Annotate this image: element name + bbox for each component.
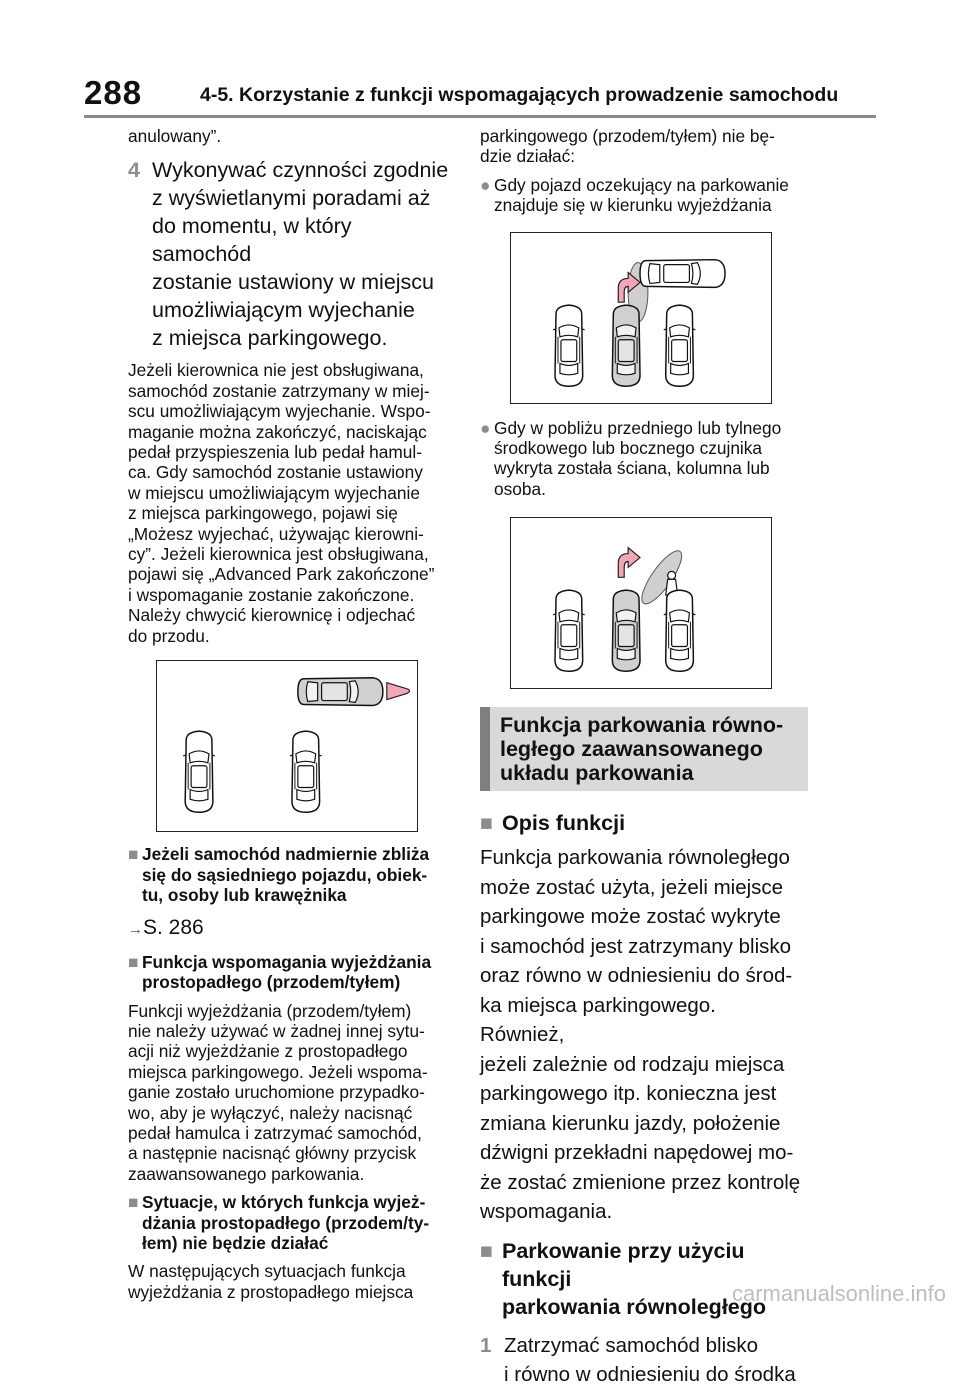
exit-arrow	[618, 548, 640, 578]
step-line: Wykonywać czynności zgodnie	[152, 158, 449, 183]
reference-arrow-icon: →	[128, 921, 143, 939]
page-reference	[128, 915, 450, 943]
text-line: parkingowego (przodem/tyłem) nie bę-	[480, 126, 775, 146]
text-line: ka miejsca parkingowego. Również,	[480, 993, 716, 1047]
text-line: nie należy używać w żadnej innej sytu-	[128, 1020, 425, 1041]
bullet-waiting-vehicle	[480, 175, 802, 216]
section-title-line: Funkcja parkowania równo-	[500, 713, 784, 738]
text-line: Gdy w pobliżu przedniego lub tylnego	[494, 417, 782, 438]
heading-function-description	[480, 809, 802, 837]
paragraph-perpendicular-exit	[128, 1001, 450, 1185]
text-line: do przodu.	[128, 625, 210, 646]
exiting-car	[612, 590, 640, 671]
obstacle-illustration	[510, 517, 772, 689]
text-line: Należy chwycić kierownicę i odjechać	[128, 605, 416, 626]
heading-line: Funkcja wspomagania wyjeżdżania	[142, 951, 432, 972]
obstacle-diagram	[511, 518, 771, 688]
chapter-title: 4-5. Korzystanie z funkcji wspomagających prowadzenie samochodu	[200, 84, 839, 106]
heading-approach-warning	[128, 844, 450, 905]
bullet-icon: ●	[480, 174, 491, 195]
text-line: i wspomaganie zostanie zakończone.	[128, 584, 415, 605]
text-line: dźwigni przekładni napędowej mo-	[480, 1141, 794, 1165]
text-line: cy”. Jeżeli kierownica jest obsługiwana,	[128, 544, 429, 565]
heading-line: prostopadłego (przodem/tyłem)	[142, 972, 401, 993]
watermark: carmanualsonline.info	[731, 1281, 946, 1306]
text-line: Funkcja parkowania równoległego	[480, 846, 790, 870]
text-line: zmiana kierunku jazdy, położenie	[480, 1111, 781, 1135]
heading-line: tu, osoby lub krawężnika	[142, 884, 347, 905]
parked-car-left	[553, 590, 585, 671]
text-line: Gdy pojazd oczekujący na parkowanie	[494, 174, 789, 195]
text-line: z miejsca parkingowego, pojawi się	[128, 503, 398, 524]
text-line: znajduje się w kierunku wyjeżdżania	[494, 195, 772, 216]
step-line: zostanie ustawiony w miejscu	[152, 270, 435, 295]
text-line: acji niż wyjeżdżanie z prostopadłego	[128, 1041, 408, 1062]
text-line: i samochód jest zatrzymany blisko	[480, 934, 792, 958]
parked-car-left	[553, 305, 585, 386]
text-line: dzie działać:	[480, 146, 576, 167]
bullet-obstacle	[480, 418, 802, 500]
heading-line: Jeżeli samochód nadmiernie zbliża	[142, 844, 430, 865]
text-line: parkingowe może zostać wykryte	[480, 905, 781, 929]
step-4	[128, 156, 450, 352]
text-line: ca. Gdy samochód zostanie ustawiony	[128, 462, 423, 483]
heading-perpendicular-exit	[128, 952, 450, 993]
heading-line: dżania prostopadłego (przodem/ty-	[142, 1212, 430, 1233]
text-line: miejsca parkingowego. Jeżeli wspoma-	[128, 1061, 428, 1082]
text-line: samochód zostanie zatrzymany w miej-	[128, 380, 430, 401]
text-line: parkingowego itp. konieczna jest	[480, 1082, 777, 1106]
text-line: pojawi się „Advanced Park zakończone”	[128, 564, 435, 585]
step-line: do momentu, w który samochód	[152, 214, 352, 267]
text-line: pedał hamulca i zatrzymać samochód,	[128, 1122, 422, 1143]
exiting-car	[298, 678, 383, 706]
header-divider	[84, 115, 876, 118]
text-line: pedał przyspieszenia lub pedał hamul-	[128, 442, 422, 463]
parked-car-right	[290, 731, 322, 812]
step-number: 4	[128, 158, 140, 183]
reference-link[interactable]: S. 286	[143, 916, 204, 940]
text-line: maganie można zakończyć, naciskając	[128, 421, 427, 442]
heading-line: się do sąsiedniego pojazdu, obiek-	[142, 864, 428, 885]
page-header	[0, 0, 960, 120]
heading-not-working	[128, 1192, 450, 1253]
step-line: Zatrzymać samochód blisko	[504, 1333, 759, 1357]
square-bullet-icon: ■	[128, 951, 139, 972]
intro-text: anulowany”.	[128, 126, 222, 146]
text-line: może zostać użyta, jeżeli miejsce	[480, 875, 784, 899]
left-column	[128, 122, 450, 1302]
page-number: 288	[84, 74, 143, 111]
step-1	[480, 1331, 802, 1389]
step-line: z wyświetlanymi poradami aż	[152, 186, 431, 211]
text-line: w miejscu umożliwiającym wyjechanie	[128, 482, 420, 503]
paragraph-steering	[128, 360, 450, 646]
paragraph-continued	[480, 126, 802, 167]
exit-forward-diagram	[157, 661, 417, 831]
text-line: jeżeli zależnie od rodzaju miejsca	[480, 1052, 785, 1076]
text-line: osoba.	[494, 478, 546, 499]
text-line: W następujących sytuacjach funkcja	[128, 1261, 406, 1282]
paragraph-function-description	[480, 843, 802, 1227]
text-line: zaawansowanego parkowania.	[128, 1163, 365, 1184]
person-head	[668, 572, 676, 580]
text-line: wykryta została ściana, kolumna lub	[494, 458, 770, 479]
text-line: że zostać zmienione przez kontrolę	[480, 1170, 801, 1194]
bullet-icon: ●	[480, 417, 491, 438]
heading-line: Parkowanie przy użyciu funkcji	[502, 1238, 745, 1291]
parked-car-right	[664, 305, 696, 386]
heading-line: Sytuacje, w których funkcja wyjeż-	[142, 1192, 426, 1213]
parked-car-left	[183, 731, 215, 812]
square-bullet-icon: ■	[480, 1238, 493, 1263]
right-column	[480, 122, 802, 1389]
exit-forward-illustration	[156, 660, 418, 832]
text-line: Jeżeli kierownica nie jest obsługiwana,	[128, 360, 424, 381]
parked-car-right	[664, 590, 696, 671]
exiting-car	[612, 305, 640, 386]
step-line: z miejsca parkingowego.	[152, 326, 388, 351]
step-line: umożliwiającym wyjechanie	[152, 298, 415, 323]
waiting-vehicle-diagram	[511, 233, 771, 403]
step-number: 1	[480, 1333, 492, 1357]
text-line: wspomagania.	[480, 1200, 613, 1224]
square-bullet-icon: ■	[128, 1192, 139, 1213]
text-line: „Możesz wyjechać, używając kierowni-	[128, 523, 424, 544]
section-title-parallel-parking	[480, 707, 808, 791]
text-line: a następnie nacisnąć główny przycisk	[128, 1143, 417, 1164]
text-line: Funkcji wyjeżdżania (przodem/tyłem)	[128, 1000, 412, 1021]
text-line: ganie zostało uruchomione przypadko-	[128, 1082, 425, 1103]
text-line: scu umożliwiającym wyjechanie. Wspo-	[128, 401, 431, 422]
text-line: środkowego lub bocznego czujnika	[494, 438, 763, 459]
page-footer	[0, 1275, 960, 1313]
section-title-line: ległego zaawansowanego	[500, 737, 763, 762]
heading-line: parkowania równoległego	[502, 1294, 767, 1319]
text-line: oraz równo w odniesieniu do środ-	[480, 964, 793, 988]
heading-line: łem) nie będzie działać	[142, 1233, 329, 1253]
square-bullet-icon: ■	[128, 844, 139, 865]
square-bullet-icon: ■	[480, 811, 493, 836]
waiting-vehicle-illustration	[510, 232, 772, 404]
waiting-car	[640, 259, 725, 287]
text-line: wo, aby je wyłączyć, należy nacisnąć	[128, 1102, 413, 1123]
heading-line: Opis funkcji	[502, 811, 626, 836]
section-title-line: układu parkowania	[500, 761, 694, 786]
step-line: i równo w odniesieniu do środka	[504, 1362, 796, 1386]
exit-arrow	[387, 683, 410, 700]
text-line: wyjeżdżania z prostopadłego miejsca	[128, 1281, 414, 1302]
